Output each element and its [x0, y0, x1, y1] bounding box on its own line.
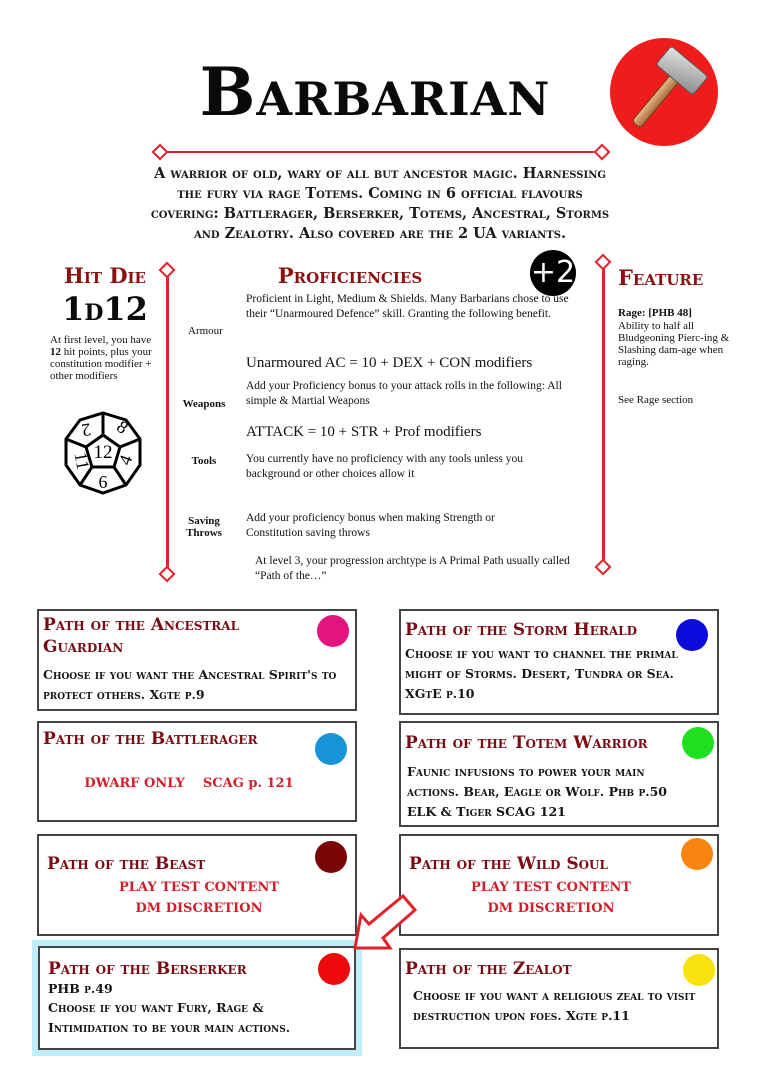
proficiencies-heading: Proficiencies: [277, 263, 423, 288]
path-color-dot: [317, 615, 349, 647]
divider-diamond-left: [152, 144, 169, 161]
svg-text:8: 8: [113, 416, 132, 438]
path-color-dot: [681, 838, 713, 870]
hit-die-hp: 12: [50, 346, 61, 358]
hit-die-desc-post: hit points, plus your constitution modifier + other modifiers: [50, 346, 152, 382]
path-color-dot: [682, 727, 714, 759]
formula-attack: ATTACK = 10 + STR + Prof modifiers: [246, 424, 482, 440]
prof-text-tools: You currently have no proficiency with any tools unless you background or other choices allow it: [246, 453, 524, 480]
prof-label-saving-throws: Saving Throws: [186, 515, 222, 539]
arrow-pointer-icon: [345, 890, 420, 955]
path-description: Choose if you want a religious zeal to visit destruction upon foes. Xgte p.11: [413, 988, 696, 1023]
path-color-dot: [683, 954, 715, 986]
path-card-beast[interactable]: [37, 834, 357, 936]
hammer-icon: [610, 38, 718, 146]
prof-text-saving-throws: Add your proficiency bonus when making Strength or Constitution saving throws: [246, 512, 495, 539]
path-title: Path of the Storm Herald: [405, 620, 638, 640]
d12-die-icon: [60, 410, 146, 496]
prof-label-armour: Armour: [188, 325, 223, 337]
hit-die-desc-pre: At first level, you have: [50, 334, 152, 346]
path-dm-label: DM DISCRETION: [487, 901, 615, 916]
page-title: Barbarian: [199, 53, 551, 131]
path-title: Path of the Totem Warrior: [405, 733, 648, 753]
path-description: Faunic infusions to power your main actions. Bear, Eagle or Wolf. Phb p.50 ELK & Tiger SCAG 121: [407, 764, 667, 819]
hit-die-heading: Hit Die: [64, 263, 146, 288]
path-description: Choose if you want to channel the primal might of Storms. Desert, Tundra or Sea. XGtE p.10: [405, 646, 678, 701]
path-card-battlerager[interactable]: [37, 721, 357, 822]
class-intro: A warrior of old, wary of all but ancestor magic. Harnessing the fury via rage Totems. Coming in 6 official flavours covering: Battlerager, Berserker, Totems, Ancestral, Storms and Zealotry. Also covered are the 2 UA variants.: [150, 165, 610, 242]
left-divider-diamond-top: [159, 262, 176, 279]
svg-text:2: 2: [80, 419, 93, 441]
prof-text-armour: Proficient in Light, Medium & Shields. Many Barbarians chose to use their “Unarmoured Defence” skill. Granting the following benefit.: [246, 293, 569, 320]
feature-note: See Rage section: [618, 394, 694, 406]
feature-heading: Feature: [618, 265, 704, 290]
left-column-divider: [166, 272, 169, 572]
path-card-storm-herald[interactable]: [399, 609, 719, 715]
title-divider: [160, 151, 602, 153]
path-card-zealot[interactable]: [399, 948, 719, 1049]
path-card-totem-warrior[interactable]: [399, 721, 719, 827]
path-playtest-label: PLAY TEST CONTENT: [118, 880, 280, 895]
hit-die-description: [50, 334, 160, 382]
path-description: Choose if you want Fury, Rage & Intimidation to be your main actions.: [48, 1000, 291, 1035]
path-restriction: DWARF ONLY SCAG p. 121: [84, 776, 294, 791]
path-dm-label: DM DISCRETION: [135, 901, 263, 916]
left-divider-diamond-bottom: [159, 566, 176, 583]
divider-diamond-right: [594, 144, 611, 161]
feature-name: Rage: [PHB 48]: [618, 307, 692, 319]
path-color-dot: [315, 841, 347, 873]
primal-path-note: At level 3, your progression archtype is A Primal Path usually called “Path of the…”: [255, 555, 570, 582]
right-divider-diamond-top: [595, 254, 612, 271]
path-card-wild-soul[interactable]: [399, 834, 719, 936]
path-card-berserker[interactable]: [38, 946, 356, 1050]
right-column-divider: [602, 263, 605, 565]
feature-description: Ability to half all Bludgeoning Pierc-ing & Slashing dam-age when raging.: [618, 320, 730, 368]
path-title: Path of the Battlerager: [43, 729, 258, 749]
prof-text-weapons: Add your Proficiency bonus to your attack rolls in the following: All simple & Martial Weapons: [246, 380, 562, 407]
formula-unarmoured-ac: Unarmoured AC = 10 + DEX + CON modifiers: [246, 355, 533, 371]
path-card-ancestral-guardian[interactable]: [37, 609, 357, 711]
path-title: Path of the Ancestral Guardian: [43, 615, 240, 657]
prof-label-tools: Tools: [191, 455, 217, 467]
svg-text:6: 6: [98, 472, 108, 492]
path-title: Path of the Wild Soul: [409, 854, 608, 874]
path-color-dot: [318, 953, 350, 985]
prof-label-weapons: Weapons: [182, 398, 226, 410]
svg-text:12: 12: [93, 442, 113, 463]
path-reference: PHB p.49: [48, 981, 113, 996]
path-description: Choose if you want the Ancestral Spirit's to protect others. Xgte p.9: [43, 667, 337, 702]
right-divider-diamond-bottom: [595, 559, 612, 576]
path-title: Path of the Beast: [47, 854, 206, 874]
proficiency-bonus-badge: +2: [530, 250, 576, 296]
svg-text:11: 11: [70, 450, 94, 472]
path-color-dot: [315, 733, 347, 765]
svg-text:4: 4: [114, 452, 137, 468]
class-logo: [610, 38, 718, 146]
path-title: Path of the Zealot: [405, 959, 572, 979]
path-playtest-label: PLAY TEST CONTENT: [470, 880, 632, 895]
path-color-dot: [676, 619, 708, 651]
path-title: Path of the Berserker: [48, 959, 247, 979]
hit-die-value: 1d12: [62, 290, 148, 328]
